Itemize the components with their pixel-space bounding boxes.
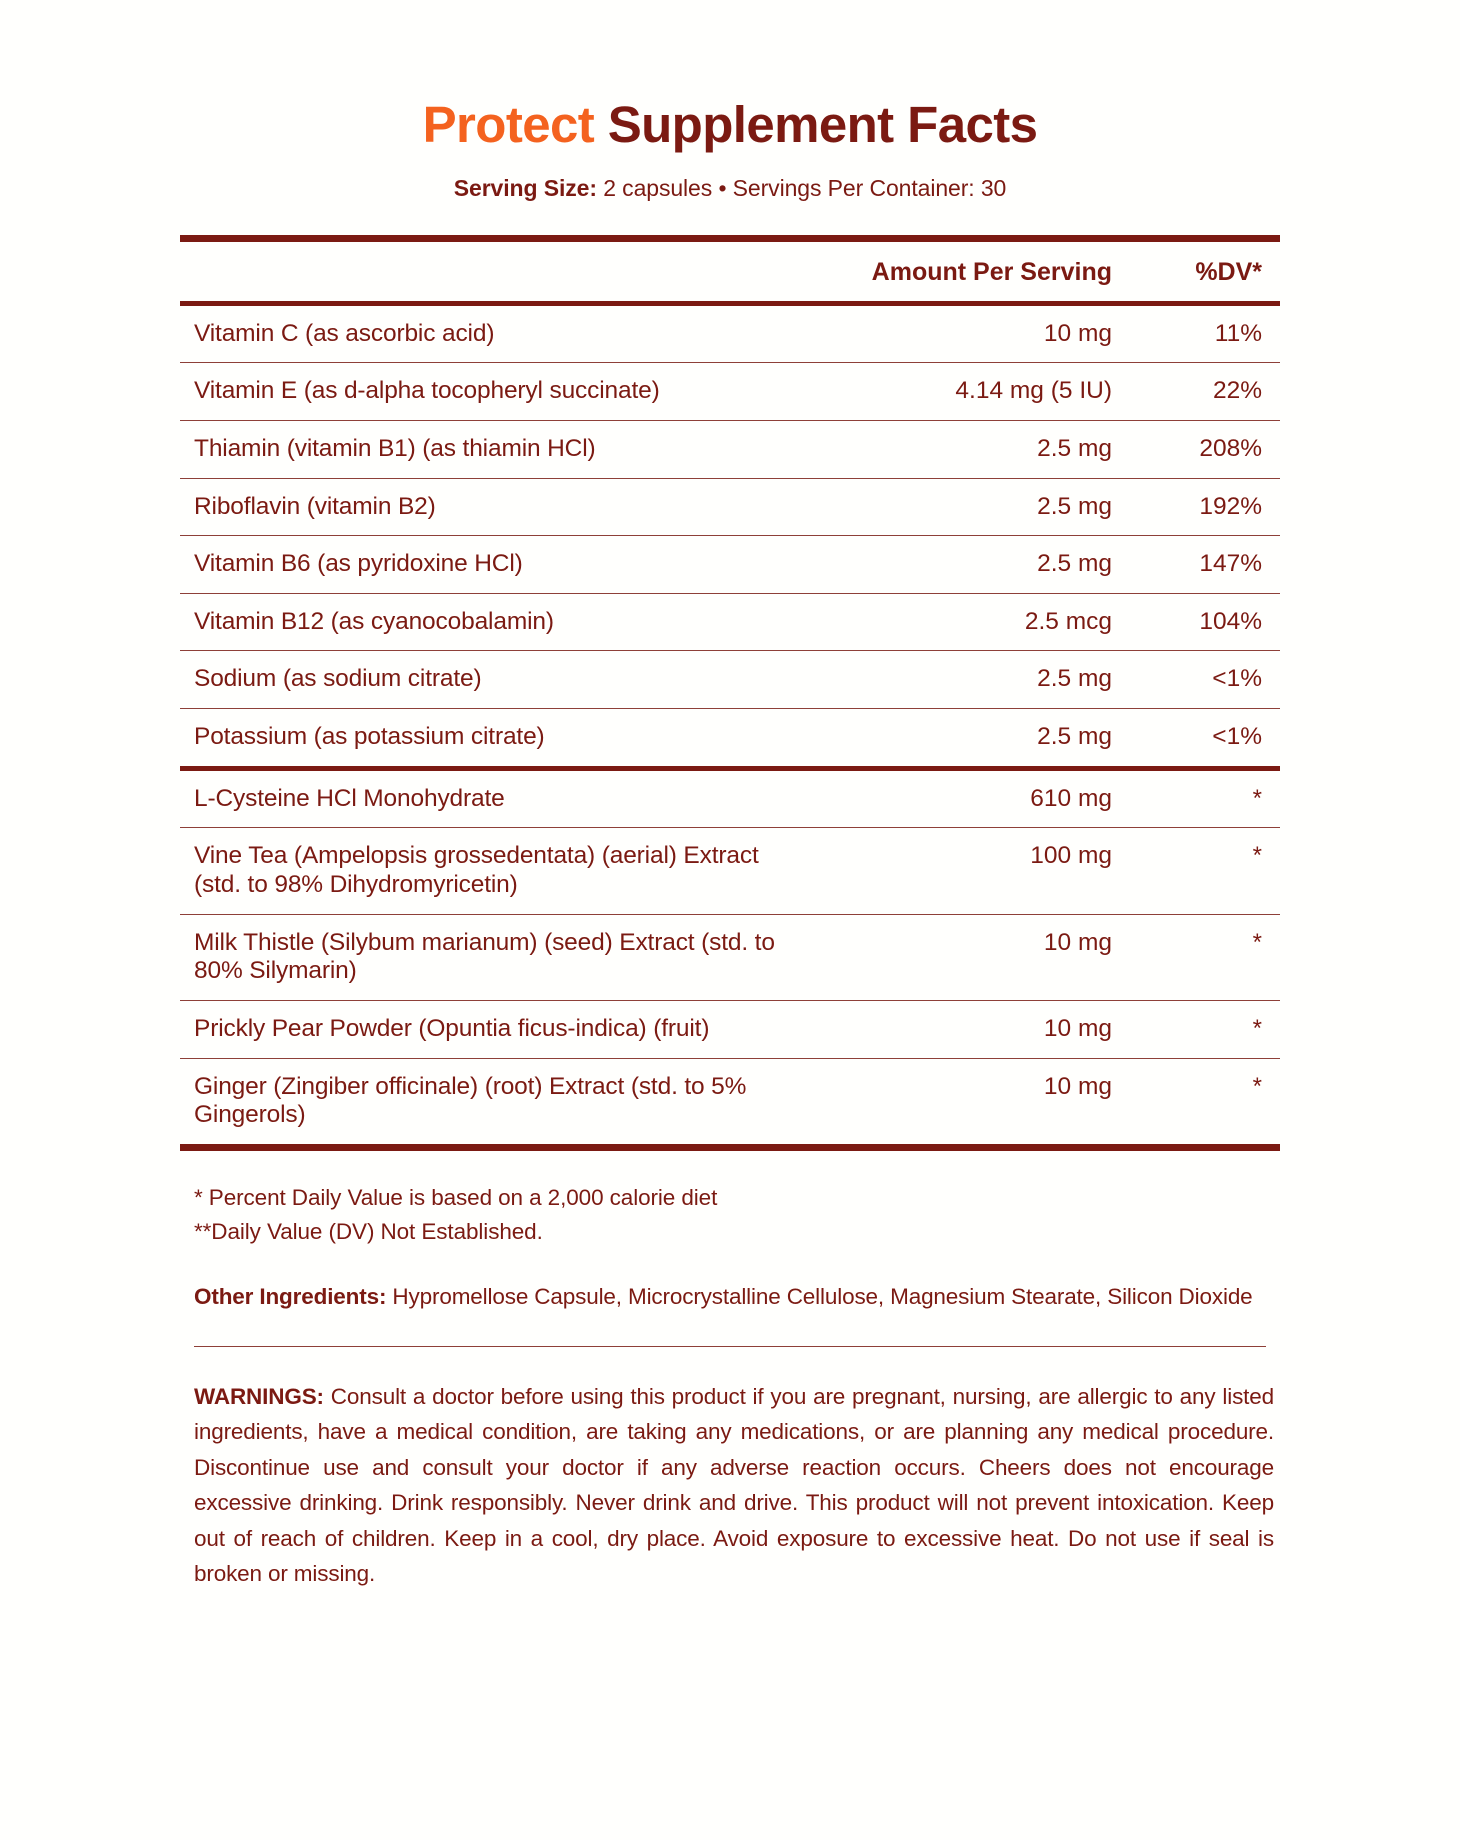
other-ingredients-label: Other Ingredients:: [194, 1283, 387, 1309]
table-row: [180, 1058, 1280, 1144]
footnote-dv-not-established: **Daily Value (DV) Not Established.: [194, 1219, 543, 1245]
asterisk-marker: *: [1252, 928, 1262, 956]
nutrient-amount: 2.5 mg: [800, 651, 1130, 709]
nutrient-amount: 10 mg: [800, 914, 1130, 1000]
nutrient-amount: 10 mg: [800, 303, 1130, 363]
nutrient-daily-value: [1130, 768, 1280, 828]
asterisk-marker: *: [1252, 1015, 1262, 1043]
title-suffix: Supplement Facts: [594, 96, 1038, 153]
nutrient-name: Thiamin (vitamin B1) (as thiamin HCl): [180, 420, 800, 478]
nutrient-name: L-Cysteine HCl Monohydrate: [180, 768, 800, 828]
other-ingredients: [180, 1280, 1280, 1314]
table-header-row: [180, 242, 1280, 304]
nutrient-name: Vitamin B6 (as pyridoxine HCl): [180, 536, 800, 594]
supplement-facts-table: [180, 235, 1280, 1152]
table-row: [180, 651, 1280, 709]
header-percent-dv: %DV*: [1130, 242, 1280, 304]
nutrient-daily-value: [1130, 828, 1280, 914]
nutrient-name: Milk Thistle (Silybum marianum) (seed) Extract (std. to 80% Silymarin): [180, 914, 800, 1000]
nutrient-amount: 2.5 mcg: [800, 593, 1130, 651]
nutrient-daily-value: 104%: [1130, 593, 1280, 651]
table-row: [180, 709, 1280, 769]
table-row: [180, 914, 1280, 1000]
nutrient-daily-value: [1130, 1058, 1280, 1144]
table-row: [180, 303, 1280, 363]
nutrient-name: Vitamin E (as d-alpha tocopheryl succinate): [180, 363, 800, 421]
nutrient-name: Vitamin C (as ascorbic acid): [180, 303, 800, 363]
nutrient-daily-value: 22%: [1130, 363, 1280, 421]
nutrient-amount: 2.5 mg: [800, 478, 1130, 536]
table-row: [180, 420, 1280, 478]
nutrient-name: Potassium (as potassium citrate): [180, 709, 800, 769]
nutrient-daily-value: <1%: [1130, 709, 1280, 769]
nutrient-amount: 2.5 mg: [800, 709, 1130, 769]
nutrient-name: Ginger (Zingiber officinale) (root) Extract (std. to 5% Gingerols): [194, 1072, 747, 1129]
table-row: [180, 593, 1280, 651]
nutrient-daily-value: 11%: [1130, 303, 1280, 363]
table-row: [180, 536, 1280, 594]
nutrient-amount: 10 mg: [800, 1001, 1130, 1059]
nutrient-amount: 2.5 mg: [800, 420, 1130, 478]
nutrient-amount: 4.14 mg (5 IU): [800, 363, 1130, 421]
asterisk-marker: *: [1252, 1072, 1262, 1100]
table-row: [180, 478, 1280, 536]
table-row: [180, 1001, 1280, 1059]
nutrient-daily-value: 147%: [1130, 536, 1280, 594]
table-row: [180, 768, 1280, 828]
table-row: [180, 828, 1280, 914]
nutrient-daily-value: 208%: [1130, 420, 1280, 478]
nutrient-amount: 610 mg: [800, 768, 1130, 828]
section-divider: [194, 1346, 1266, 1347]
nutrient-daily-value: [1130, 1001, 1280, 1059]
nutrient-amount: 100 mg: [800, 828, 1130, 914]
nutrient-daily-value: 192%: [1130, 478, 1280, 536]
label-content: [180, 0, 1280, 1592]
brand-name: Protect: [422, 96, 595, 153]
nutrient-name: Vitamin B12 (as cyanocobalamin): [180, 593, 800, 651]
nutrient-daily-value: <1%: [1130, 651, 1280, 709]
other-ingredients-text: Hypromellose Capsule, Microcrystalline Cellulose, Magnesium Stearate, Silicon Dioxide: [386, 1283, 1253, 1309]
table-row: [180, 363, 1280, 421]
header-amount-per-serving: Amount Per Serving: [800, 242, 1130, 304]
page-title: [180, 98, 1280, 152]
serving-size-label: Serving Size:: [453, 174, 597, 201]
header-nutrient: [180, 242, 800, 304]
nutrient-amount: 2.5 mg: [800, 536, 1130, 594]
footnotes: [180, 1181, 1280, 1250]
serving-info: [180, 175, 1280, 202]
nutrient-name: Sodium (as sodium citrate): [180, 651, 800, 709]
serving-size-value: 2 capsules • Servings Per Container: 30: [596, 174, 1007, 201]
asterisk-marker: *: [1252, 784, 1262, 812]
nutrient-name: Prickly Pear Powder (Opuntia ficus-indica) (fruit): [180, 1001, 800, 1059]
nutrient-amount: 10 mg: [1043, 1072, 1112, 1100]
nutrient-daily-value: [1130, 914, 1280, 1000]
warnings-label: WARNINGS:: [194, 1383, 324, 1409]
warnings: [180, 1379, 1280, 1592]
nutrient-name: Vine Tea (Ampelopsis grossedentata) (aerial) Extract (std. to 98% Dihydromyricetin): [180, 828, 800, 914]
footnote-daily-value: * Percent Daily Value is based on a 2,000 calorie diet: [194, 1185, 718, 1211]
warnings-text: Consult a doctor before using this product if you are pregnant, nursing, are allergic to any listed ingredients, have a medical condition, are taking any medications, or are planning any medical procedure. Discontinue use and consult your doctor if any adverse reaction occurs. Cheers does not encourage excessive drinking. Drink responsibly. Never drink and drive. This product will not prevent intoxication. Keep out of reach of children. Keep in a cool, dry place. Avoid exposure to excessive heat. Do not use if seal is broken or missing.: [194, 1383, 1274, 1587]
nutrient-name: Riboflavin (vitamin B2): [180, 478, 800, 536]
asterisk-marker: *: [1252, 842, 1262, 870]
